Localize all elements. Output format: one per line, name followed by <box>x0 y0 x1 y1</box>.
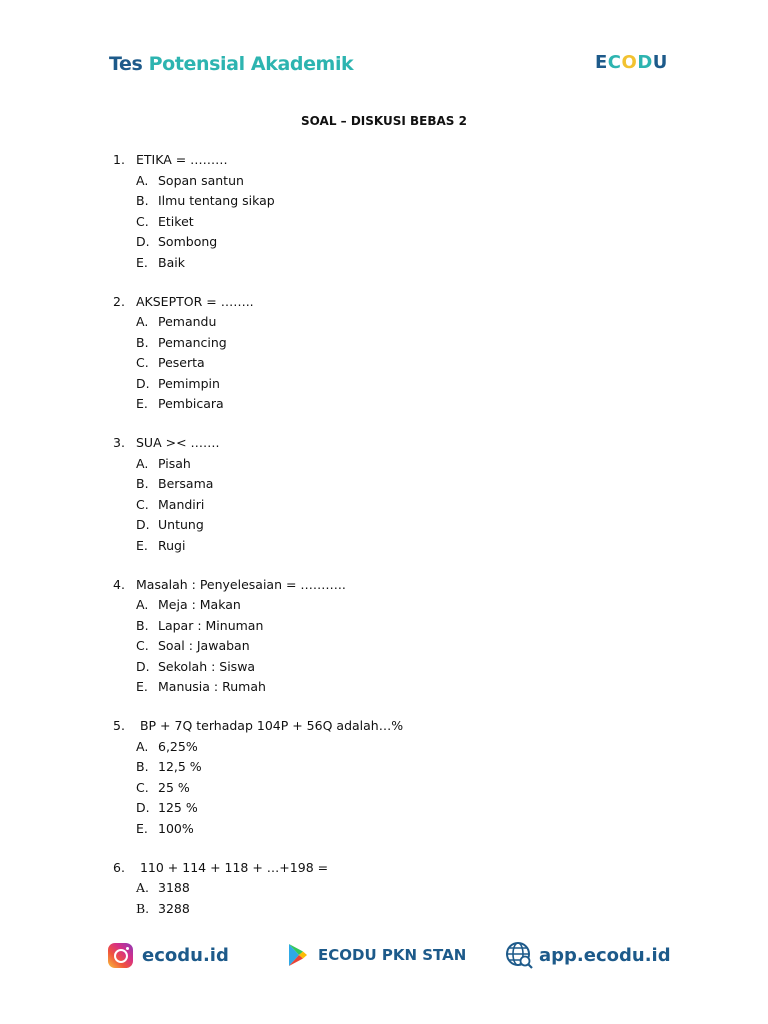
option-letter: D. <box>136 234 150 249</box>
option <box>113 171 673 192</box>
question-1 <box>113 150 673 273</box>
option <box>113 616 673 637</box>
footer-website-label: app.ecodu.id <box>539 944 671 966</box>
option-letter: E. <box>136 537 148 553</box>
option-text: Pisah <box>158 455 191 471</box>
option <box>113 495 673 516</box>
option-text: Peserta <box>158 355 205 370</box>
option-text: Pemandu <box>158 314 217 329</box>
question-4 <box>113 575 673 698</box>
option <box>113 474 673 495</box>
option <box>113 394 673 415</box>
logo-letter-u: U <box>652 52 668 73</box>
option-letter: B. <box>136 476 149 491</box>
option-text: Pemancing <box>158 334 227 350</box>
option-text: Sombong <box>158 234 218 249</box>
logo-letter-e: E <box>595 52 608 73</box>
option <box>113 798 673 819</box>
question-number: 2. <box>113 293 125 309</box>
option-text: Sekolah : Siswa <box>158 658 256 674</box>
globe-icon <box>505 941 533 969</box>
option <box>113 353 673 374</box>
document-title: SOAL – DISKUSI BEBAS 2 <box>301 114 467 128</box>
option <box>113 778 673 799</box>
header-title-word2: Potensial Akademik <box>148 53 354 75</box>
option <box>113 212 673 233</box>
footer-instagram[interactable] <box>108 938 229 972</box>
question-number: 3. <box>113 435 125 450</box>
option <box>113 515 673 536</box>
option <box>113 374 673 395</box>
option <box>113 677 673 698</box>
option-letter: D. <box>136 658 150 674</box>
question-number: 5. <box>113 718 125 733</box>
logo-letter-c: C <box>607 52 622 73</box>
question-stem <box>113 716 673 737</box>
option-text: Lapar : Minuman <box>158 617 264 633</box>
option <box>113 253 673 274</box>
option-text: Mandiri <box>158 496 205 512</box>
question-3 <box>113 433 673 556</box>
option-text: 3188 <box>158 880 190 895</box>
question-stem <box>113 575 673 596</box>
question-stem <box>113 858 673 879</box>
option-text: 12,5 % <box>158 759 202 774</box>
option-letter: E. <box>136 254 148 270</box>
option-letter: A. <box>136 314 149 329</box>
option <box>113 636 673 657</box>
footer-website[interactable] <box>505 938 671 972</box>
option-letter: B. <box>136 759 149 774</box>
option <box>113 757 673 778</box>
option-letter: D. <box>136 375 150 391</box>
option-text: Manusia : Rumah <box>158 679 266 694</box>
option-text: Baik <box>158 254 185 270</box>
option-text: Etiket <box>158 213 194 229</box>
footer-playstore[interactable] <box>288 938 466 972</box>
option <box>113 819 673 840</box>
option <box>113 191 673 212</box>
option-letter: C. <box>136 779 149 795</box>
option-letter: D. <box>136 517 150 532</box>
option-text: 100% <box>158 820 194 836</box>
option-text: Meja : Makan <box>158 597 241 612</box>
option <box>113 333 673 354</box>
option <box>113 312 673 333</box>
option <box>113 878 673 899</box>
question-text: 110 + 114 + 118 + …+198 = <box>136 859 329 875</box>
option-text: 6,25% <box>158 738 198 754</box>
question-text: SUA >< ……. <box>136 435 220 450</box>
option-letter: C. <box>136 638 149 653</box>
logo-letter-o: O <box>621 52 638 73</box>
option-letter: C. <box>136 355 149 370</box>
option-text: Soal : Jawaban <box>158 638 250 653</box>
option-letter: A. <box>136 455 149 471</box>
ecodu-logo <box>595 52 668 73</box>
option-letter: B. <box>136 334 149 350</box>
option-letter: A. <box>136 172 149 188</box>
option-letter: A. <box>136 880 150 895</box>
question-stem <box>113 292 673 313</box>
option-text: Pembicara <box>158 396 224 411</box>
option <box>113 657 673 678</box>
question-number: 4. <box>113 576 125 592</box>
question-text: ETIKA = ……… <box>136 152 228 167</box>
option-letter: B. <box>136 617 149 633</box>
logo-letter-d: D <box>637 52 653 73</box>
option-text: 125 % <box>158 800 198 815</box>
option-letter: A. <box>136 597 149 612</box>
option <box>113 536 673 557</box>
option-letter: A. <box>136 738 149 754</box>
option-letter: E. <box>136 679 148 694</box>
option-text: Sopan santun <box>158 172 244 188</box>
option <box>113 899 673 920</box>
question-stem <box>113 433 673 454</box>
option-text: 25 % <box>158 779 190 795</box>
question-text: Masalah : Penyelesaian = ……….. <box>136 576 346 592</box>
question-text: BP + 7Q terhadap 104P + 56Q adalah…% <box>136 718 404 733</box>
option-text: 3288 <box>158 900 190 916</box>
option-letter: B. <box>136 193 149 208</box>
option-letter: C. <box>136 213 149 229</box>
question-stem <box>113 150 673 171</box>
option-text: Untung <box>158 517 204 532</box>
question-2 <box>113 292 673 415</box>
question-number: 6. <box>113 859 125 875</box>
header-title-word1: Tes <box>109 53 143 75</box>
option-letter: E. <box>136 396 148 411</box>
google-play-icon <box>288 943 308 967</box>
option-text: Bersama <box>158 476 214 491</box>
footer-playstore-label: ECODU PKN STAN <box>318 946 467 964</box>
option <box>113 232 673 253</box>
question-6 <box>113 858 673 920</box>
question-5 <box>113 716 673 839</box>
option-letter: C. <box>136 496 149 512</box>
option-text: Pemimpin <box>158 375 220 391</box>
instagram-icon <box>108 943 133 968</box>
footer-instagram-label: ecodu.id <box>142 944 229 966</box>
option <box>113 454 673 475</box>
option <box>113 595 673 616</box>
option-text: Rugi <box>158 537 186 553</box>
question-list <box>113 150 673 938</box>
question-text: AKSEPTOR = …….. <box>136 293 254 309</box>
header-title <box>109 53 353 75</box>
option-letter: E. <box>136 820 148 836</box>
option-text: Ilmu tentang sikap <box>158 193 275 208</box>
option-letter: B. <box>136 900 150 916</box>
question-number: 1. <box>113 152 125 167</box>
option-letter: D. <box>136 800 150 815</box>
option <box>113 737 673 758</box>
